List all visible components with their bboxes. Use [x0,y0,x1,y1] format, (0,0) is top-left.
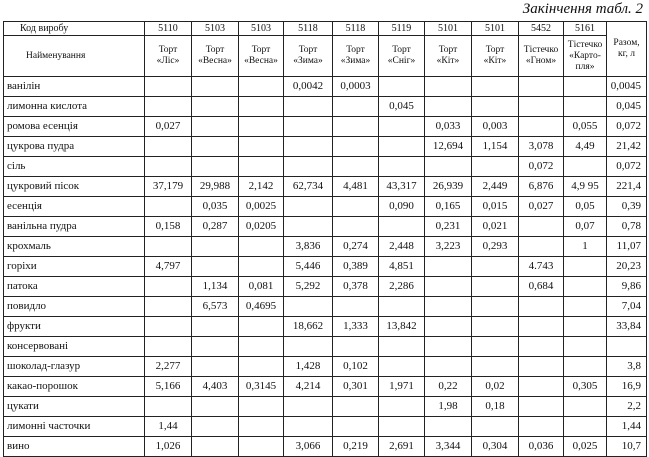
quantity-cell: 3,066 [284,437,333,457]
ingredient-name: цукати [4,397,145,417]
product-name-line: Торт [205,45,225,55]
total-cell: 0,045 [607,97,647,117]
quantity-cell: 5,292 [284,277,333,297]
total-cell: 0,072 [607,117,647,137]
quantity-cell [284,157,333,177]
table-row [4,97,647,117]
total-header-line: Разом, [613,38,640,48]
quantity-cell: 43,317 [379,177,425,197]
quantity-cell: 0,287 [192,217,239,237]
quantity-cell [425,317,472,337]
quantity-cell [239,397,284,417]
total-cell: 21,42 [607,137,647,157]
ingredient-name: есенція [4,197,145,217]
quantity-cell [284,97,333,117]
quantity-cell: 4,214 [284,377,333,397]
ingredient-name: цукровий пісок [4,177,145,197]
quantity-cell [519,97,564,117]
quantity-cell [145,197,192,217]
quantity-cell [192,117,239,137]
quantity-cell [425,157,472,177]
table-row [4,437,647,457]
quantity-cell [519,357,564,377]
quantity-cell: 0,02 [472,377,519,397]
quantity-cell [284,337,333,357]
quantity-cell [192,237,239,257]
quantity-cell: 0,305 [564,377,607,397]
ingredient-name: повидло [4,297,145,317]
total-cell [607,337,647,357]
quantity-cell [333,117,379,137]
quantity-cell [472,317,519,337]
table-row [4,237,647,257]
quantity-cell [284,297,333,317]
quantity-cell: 0,102 [333,357,379,377]
quantity-cell [333,397,379,417]
quantity-cell [333,157,379,177]
quantity-cell [145,97,192,117]
quantity-cell: 2,286 [379,277,425,297]
quantity-cell: 0,07 [564,217,607,237]
quantity-cell [192,137,239,157]
quantity-cell [239,317,284,337]
quantity-cell: 6,573 [192,297,239,317]
quantity-cell [333,97,379,117]
quantity-cell: 3,344 [425,437,472,457]
product-name-cell [519,36,564,77]
quantity-cell [239,157,284,177]
quantity-cell: 37,179 [145,177,192,197]
product-code-cell: 5101 [472,22,519,36]
quantity-cell [239,77,284,97]
quantity-cell [472,257,519,277]
quantity-cell: 4,851 [379,257,425,277]
product-code-cell: 5119 [379,22,425,36]
quantity-cell: 0,003 [472,117,519,137]
ingredient-name: фрукти [4,317,145,337]
quantity-cell: 29,988 [192,177,239,197]
product-name-line: Торт [158,45,178,55]
table-row [4,197,647,217]
quantity-cell: 0,3145 [239,377,284,397]
ingredient-name: ванілін [4,77,145,97]
quantity-cell [145,397,192,417]
quantity-cell [145,277,192,297]
quantity-cell: 0,22 [425,377,472,397]
quantity-cell: 0,304 [472,437,519,457]
table-caption: Закінчення табл. 2 [522,1,643,17]
quantity-cell: 1,333 [333,317,379,337]
total-cell: 10,7 [607,437,647,457]
quantity-cell [564,97,607,117]
quantity-cell [425,357,472,377]
quantity-cell [472,357,519,377]
quantity-cell [239,437,284,457]
quantity-cell [564,277,607,297]
total-cell: 221,4 [607,177,647,197]
product-name-cell [192,36,239,77]
ingredient-name: сіль [4,157,145,177]
product-name-line: «Ліс» [156,56,180,66]
quantity-cell [145,157,192,177]
quantity-cell [379,297,425,317]
product-name-line: Торт [298,45,318,55]
ingredient-name: лимонна кислота [4,97,145,117]
quantity-cell [239,337,284,357]
total-cell: 0,78 [607,217,647,237]
quantity-cell [192,257,239,277]
ingredient-name: какао-порошок [4,377,145,397]
quantity-cell [564,357,607,377]
quantity-cell [519,117,564,137]
quantity-cell: 0,0042 [284,77,333,97]
quantity-cell [333,297,379,317]
total-cell: 11,07 [607,237,647,257]
quantity-cell [192,357,239,377]
quantity-cell: 3,836 [284,237,333,257]
quantity-cell [519,77,564,97]
quantity-cell: 0,072 [519,157,564,177]
table-row [4,357,647,377]
quantity-cell: 0,18 [472,397,519,417]
quantity-cell [379,77,425,97]
product-name-line: Торт [485,45,505,55]
quantity-cell [564,257,607,277]
quantity-cell [564,337,607,357]
quantity-cell [379,117,425,137]
quantity-cell: 4,797 [145,257,192,277]
quantity-cell [284,197,333,217]
product-name-line: Торт [346,45,365,55]
product-name-cell [145,36,192,77]
table-row [4,137,647,157]
quantity-cell: 1,134 [192,277,239,297]
product-name-line: Торт [392,45,411,55]
total-cell: 33,84 [607,317,647,337]
quantity-cell [239,97,284,117]
table-row [4,417,647,437]
quantity-cell [379,357,425,377]
ingredient-name: лимонні часточки [4,417,145,437]
table-row [4,377,647,397]
quantity-cell: 0,027 [145,117,192,137]
product-name-cell [284,36,333,77]
quantity-cell [239,417,284,437]
quantity-cell: 1,98 [425,397,472,417]
quantity-cell [284,137,333,157]
quantity-cell [425,257,472,277]
total-cell: 0,39 [607,197,647,217]
quantity-cell [333,217,379,237]
quantity-cell [239,357,284,377]
ingredient-name: патока [4,277,145,297]
quantity-cell: 0,219 [333,437,379,457]
quantity-cell [425,337,472,357]
total-header-line: кг, л [618,49,635,59]
product-name-cell [379,36,425,77]
quantity-cell [239,237,284,257]
product-name-line: «Кіт» [436,56,460,66]
ingredient-name: шоколад-глазур [4,357,145,377]
product-name-line: Торт [251,45,271,55]
quantity-cell: 0,165 [425,197,472,217]
quantity-cell [192,317,239,337]
table-row [4,317,647,337]
total-cell: 0,072 [607,157,647,177]
quantity-cell [519,377,564,397]
quantity-cell: 0,05 [564,197,607,217]
quantity-cell: 0,684 [519,277,564,297]
quantity-cell: 4,481 [333,177,379,197]
total-cell: 1,44 [607,417,647,437]
total-cell: 0,0045 [607,77,647,97]
quantity-cell: 5,446 [284,257,333,277]
quantity-cell: 1,428 [284,357,333,377]
table-row [4,177,647,197]
quantity-cell [239,137,284,157]
product-name-cell [239,36,284,77]
quantity-cell: 0,035 [192,197,239,217]
quantity-cell: 4,9 95 [564,177,607,197]
quantity-cell: 4,49 [564,137,607,157]
quantity-cell: 2,449 [472,177,519,197]
quantity-cell [379,337,425,357]
ingredients-table [3,21,647,457]
quantity-cell [145,137,192,157]
quantity-cell [519,417,564,437]
ingredient-name: ромова есенція [4,117,145,137]
quantity-cell: 18,662 [284,317,333,337]
quantity-cell [564,77,607,97]
quantity-cell: 0,045 [379,97,425,117]
quantity-cell: 0,0025 [239,197,284,217]
quantity-cell [379,417,425,437]
quantity-cell [284,397,333,417]
product-name-line: «Зима» [340,56,371,66]
product-name-cell [425,36,472,77]
quantity-cell [333,337,379,357]
product-name-line: Тістечко [523,45,559,55]
quantity-cell [472,97,519,117]
quantity-cell [472,337,519,357]
table-row [4,157,647,177]
product-name-line: «Весна» [244,56,278,66]
name-label: Найменування [4,36,145,77]
quantity-cell [519,237,564,257]
total-cell: 3,8 [607,357,647,377]
quantity-cell [284,217,333,237]
quantity-cell [145,237,192,257]
product-code-cell: 5110 [145,22,192,36]
quantity-cell: 3,078 [519,137,564,157]
quantity-cell [564,317,607,337]
total-cell: 7,04 [607,297,647,317]
ingredient-name: крохмаль [4,237,145,257]
product-code-cell: 5161 [564,22,607,36]
quantity-cell [564,417,607,437]
quantity-cell: 12,694 [425,137,472,157]
product-name-line: пля» [575,61,595,72]
ingredient-name: вино [4,437,145,457]
quantity-cell: 4,403 [192,377,239,397]
product-name-line: «Карто- [569,50,601,61]
quantity-cell: 6,876 [519,177,564,197]
product-name-line: «Кіт» [483,56,507,66]
quantity-cell [192,417,239,437]
product-code-cell: 5118 [333,22,379,36]
quantity-cell: 1,154 [472,137,519,157]
ingredient-name: цукрова пудра [4,137,145,157]
quantity-cell: 5,166 [145,377,192,397]
table-row [4,217,647,237]
quantity-cell [425,417,472,437]
quantity-cell [145,297,192,317]
quantity-cell: 0,0003 [333,77,379,97]
quantity-cell [472,417,519,437]
quantity-cell [333,137,379,157]
quantity-cell: 0,027 [519,197,564,217]
quantity-cell: 1 [564,237,607,257]
product-name-row [4,36,647,77]
quantity-cell [564,297,607,317]
table-row [4,337,647,357]
ingredient-name: консервовані [4,337,145,357]
product-name-line: «Сніг» [387,56,416,66]
quantity-cell [379,397,425,417]
quantity-cell: 1,44 [145,417,192,437]
quantity-cell: 0,378 [333,277,379,297]
quantity-cell: 62,734 [284,177,333,197]
quantity-cell [564,397,607,417]
quantity-cell: 0,301 [333,377,379,397]
product-name-cell [472,36,519,77]
product-name-cell [564,36,607,77]
quantity-cell [519,297,564,317]
table-row [4,117,647,137]
quantity-cell [519,337,564,357]
table-row [4,297,647,317]
table-row [4,277,647,297]
table-row [4,77,647,97]
quantity-cell [192,97,239,117]
quantity-cell: 0,036 [519,437,564,457]
quantity-cell [472,297,519,317]
quantity-cell [564,157,607,177]
quantity-cell [425,277,472,297]
quantity-cell [333,197,379,217]
quantity-cell [472,277,519,297]
product-name-line: «Зима» [293,56,323,66]
quantity-cell: 0,025 [564,437,607,457]
quantity-cell: 2,142 [239,177,284,197]
quantity-cell [192,157,239,177]
table-row [4,257,647,277]
quantity-cell: 0,015 [472,197,519,217]
quantity-cell [192,77,239,97]
quantity-cell: 0,274 [333,237,379,257]
quantity-cell [519,217,564,237]
ingredient-name: горіхи [4,257,145,277]
quantity-cell [472,157,519,177]
product-code-cell: 5118 [284,22,333,36]
total-cell: 9,86 [607,277,647,297]
product-code-cell: 5452 [519,22,564,36]
quantity-cell: 0,389 [333,257,379,277]
quantity-cell [145,337,192,357]
quantity-cell: 0,081 [239,277,284,297]
quantity-cell: 13,842 [379,317,425,337]
ingredient-name: ванільна пудра [4,217,145,237]
product-code-cell: 5101 [425,22,472,36]
quantity-cell: 3,223 [425,237,472,257]
quantity-cell [284,417,333,437]
table-row [4,397,647,417]
quantity-cell: 0,021 [472,217,519,237]
quantity-cell [379,217,425,237]
product-code-cell: 5103 [239,22,284,36]
quantity-cell [333,417,379,437]
quantity-cell [425,297,472,317]
quantity-cell [192,397,239,417]
quantity-cell: 0,0205 [239,217,284,237]
quantity-cell: 2,448 [379,237,425,257]
quantity-cell [425,97,472,117]
quantity-cell [192,337,239,357]
quantity-cell: 0,231 [425,217,472,237]
product-name-line: Торт [438,45,458,55]
product-name-line: «Весна» [198,56,232,66]
quantity-cell: 1,026 [145,437,192,457]
quantity-cell [519,317,564,337]
product-code-row [4,22,647,36]
product-code-cell: 5103 [192,22,239,36]
product-name-line: Тістечко [567,39,603,50]
quantity-cell [519,397,564,417]
quantity-cell: 1,971 [379,377,425,397]
quantity-cell: 0,293 [472,237,519,257]
quantity-cell: 26,939 [425,177,472,197]
total-cell: 20,23 [607,257,647,277]
quantity-cell [379,157,425,177]
quantity-cell [145,77,192,97]
quantity-cell [284,117,333,137]
quantity-cell: 0,090 [379,197,425,217]
product-name-cell [333,36,379,77]
quantity-cell: 2,277 [145,357,192,377]
quantity-cell [239,257,284,277]
quantity-cell [472,77,519,97]
total-header [607,22,647,77]
quantity-cell [239,117,284,137]
quantity-cell: 0,033 [425,117,472,137]
product-name-line: «Гном» [525,56,557,66]
table-body [4,22,647,457]
quantity-cell [145,317,192,337]
code-label: Код виробу [4,22,145,36]
quantity-cell [425,77,472,97]
quantity-cell: 0,158 [145,217,192,237]
quantity-cell [379,137,425,157]
quantity-cell: 0,055 [564,117,607,137]
quantity-cell: 0,4695 [239,297,284,317]
total-cell: 16,9 [607,377,647,397]
quantity-cell: 2,691 [379,437,425,457]
quantity-cell: 4.743 [519,257,564,277]
total-cell: 2,2 [607,397,647,417]
quantity-cell [192,437,239,457]
